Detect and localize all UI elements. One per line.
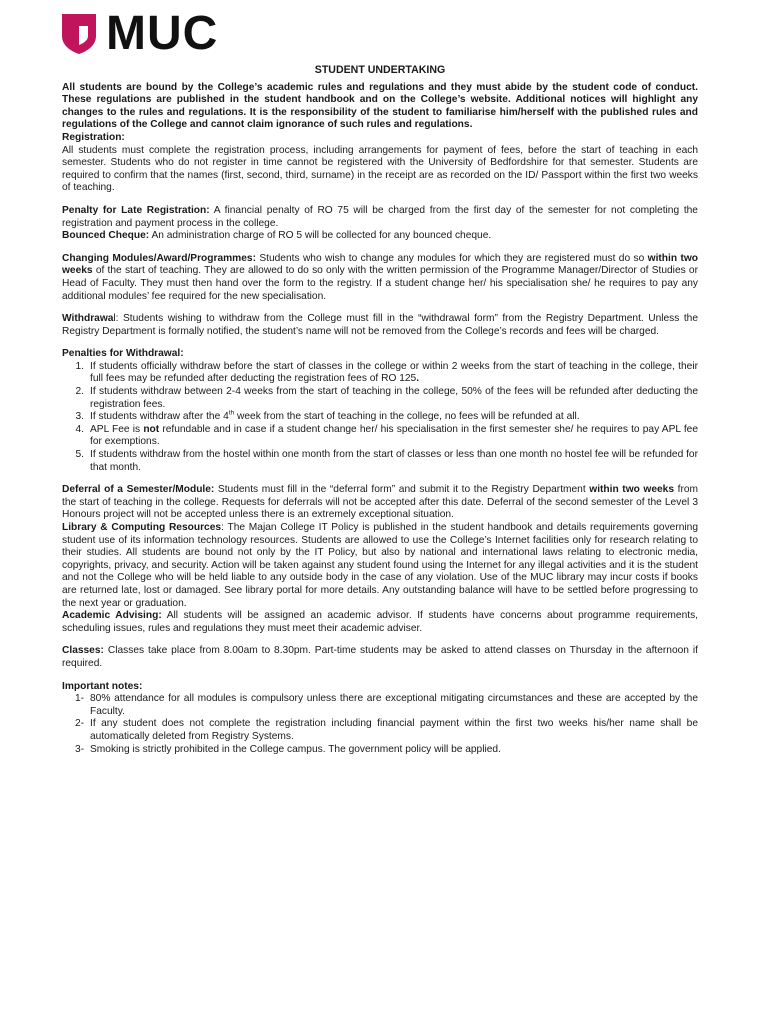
penalties-list [62,361,698,474]
late-registration-heading: Penalty for Late Registration: [62,204,210,216]
ordinal-superscript: th [228,409,235,417]
deferral-deadline: within two weeks [589,484,675,496]
withdrawal-text: l: Students wishing to withdraw from the College must fill in the “withdrawal form” from the Registry Department. Unless the Registry Department is formally notified, the student’s name will not be removed from the College’s records and fees will be charged. [62,313,698,337]
classes-heading: Classes: [62,645,104,657]
library-text: : The Majan College IT Policy is published in the student handbook and details requirements governing student use of its information technology resources. Students are allowed to use the College’s Internet facilities only for research relating to their studies. All students are bound not only by the IT Policy, but also by national and international laws relating to electronic media, copyrights, privacy, and security. Action will be taken against any student found using the Internet for any illegal activities and it is the student and not the College who will be held liable to any outside body in the case of any violation. Use of the MUC library may incur costs if books are returned late, lost or damaged. See library portal for more details. Any outstanding balance will have to be settled before progressing to the next year or graduation. [62,522,698,609]
list-item-text [90,411,698,424]
list-item-text: If students withdraw from the hostel within one month from the start of classes or less than one month no hostel fee will be refunded for that month. [90,449,698,473]
list-item-text: Smoking is strictly prohibited in the College campus. The government policy will be applied. [90,743,501,755]
penalty-1-end: . [416,373,420,385]
advising-heading: Academic Advising: [62,610,162,622]
registration-heading: Registration: [62,131,125,143]
list-item [62,361,698,386]
penalties-heading: Penalties for Withdrawal: [62,348,184,360]
penalty-4-post: refundable and in case if a student change her/ his specialisation in the first semester she/ he requires to pay APL fee for exemptions. [90,423,699,448]
penalty-3-pre: If students withdraw after the 4 [90,411,229,423]
notes-heading: Important notes: [62,680,143,692]
changing-modules-paragraph [62,253,698,303]
list-item-text [90,424,698,449]
withdrawal-paragraph [62,313,698,338]
changing-modules-text: Students who wish to change any modules for which they are registered must do so [255,252,648,264]
deferral-text: Students must fill in the “deferral form” and submit it to the Registry Department [214,484,590,496]
late-registration-paragraph [62,205,698,230]
deferral-heading: Deferral of a Semester/Module: [62,484,215,496]
changing-modules-deadline: within two weeks [62,252,699,277]
penalty-1-text: If students officially withdraw before the start of classes in the college or within 2 weeks from the start of teaching in the college, their full fees may be refunded after deducting the registration fees of RO 125 [90,360,698,385]
library-heading: Library & Computing Resources [62,522,222,533]
withdrawal-heading: Withdrawa [62,313,114,325]
classes-paragraph [62,645,698,670]
shield-logo-icon [62,14,96,54]
list-item [62,411,698,424]
changing-modules-text-cont: of the start of teaching. They are allowed to do so only with the written permission of the Programme Manager/Director of Studies or Head of Faculty. They must then hand over the form to the registry. If a student change her/ his specialisation she/ he requires to pay any additional modules’ fee required for the new specialisation. [62,265,698,302]
late-registration-text: A financial penalty of RO 75 will be charged from the first day of the semester for not completing the registration and payment process in the college. [62,204,698,229]
list-number: 3. [75,411,84,423]
list-item [62,449,698,474]
muc-logo [62,7,219,60]
bounced-cheque-paragraph [62,230,698,243]
list-number: 2. [75,386,84,398]
bounced-cheque-heading: Bounced Cheque: [62,230,150,242]
registration-text: All students must complete the registration process, including arrangements for payment of fees, before the start of teaching in each semester. Students who do not register in time cannot be registered with the University of Bedfordshire for that semester. Students are required to confirm that the names (first, second, third, surname) in the receipt are as recorded on the ID/ Passport within the first two weeks of teaching. [62,144,698,194]
bounced-cheque-text: An administration charge of RO 5 will be collected for any bounced cheque. [149,230,492,242]
penalty-4-pre: APL Fee is [90,423,144,435]
penalty-4-emphasis: not [143,423,160,435]
list-item-text: 80% attendance for all modules is compulsory unless there are exceptional mitigating circumstances and these are accepted by the Faculty. [90,693,698,717]
list-number: 2- [74,718,84,730]
list-item-text: If any student does not complete the registration including financial payment within the first two weeks his/her name shall be automatically deleted from Registry Systems. [90,718,698,742]
notes-list [62,693,698,756]
list-item [62,386,698,411]
undertaking-body [62,64,698,756]
list-item [62,424,698,449]
list-number: 5. [75,449,84,461]
deferral-text-cont: from the start of teaching in the college. Requests for deferrals will not be accepted after this date. Deferral of the second semester of the Level 3 Honours project will not be accepted unless there is an extremely exceptional situation. [62,484,698,521]
list-item [62,718,698,743]
logo-wordmark: MUC [106,7,219,60]
list-item [62,744,698,757]
deferral-paragraph [62,484,698,522]
page-title: STUDENT UNDERTAKING [314,64,446,76]
intro-paragraph: All students are bound by the College’s academic rules and regulations and they must abide by the student code of conduct. These regulations are published in the student handbook and on the College’s website. Additional notices will highlight any changes to the rules and regulations. It is the responsibility of the student to familiarise him/herself with the published rules and regulations of the College and cannot claim ignorance of such rules and regulations. [62,81,698,131]
list-number: 4. [75,423,84,435]
classes-text: Classes take place from 8.00am to 8.30pm. Part-time students may be asked to attend classes on Thursday in the afternoon if required. [62,645,698,669]
advising-paragraph [62,610,698,635]
list-item [62,693,698,718]
advising-text: All students will be assigned an academic advisor. If students have concerns about programme requirements, scheduling issues, rules and regulations they must meet their academic adviser. [62,610,698,634]
penalty-3-post: week from the start of teaching in the college, no fees will be refunded at all. [234,411,580,423]
list-item-text: If students withdraw between 2-4 weeks from the start of teaching in the college, 50% of the fees will be refunded after deducting the registration fees. [90,386,698,410]
changing-modules-heading: Changing Modules/Award/Programmes: [62,252,256,264]
list-number: 1. [75,360,84,372]
library-paragraph [62,522,698,610]
list-item-text [90,361,698,386]
list-number: 3- [74,743,84,755]
list-number: 1- [74,693,84,705]
